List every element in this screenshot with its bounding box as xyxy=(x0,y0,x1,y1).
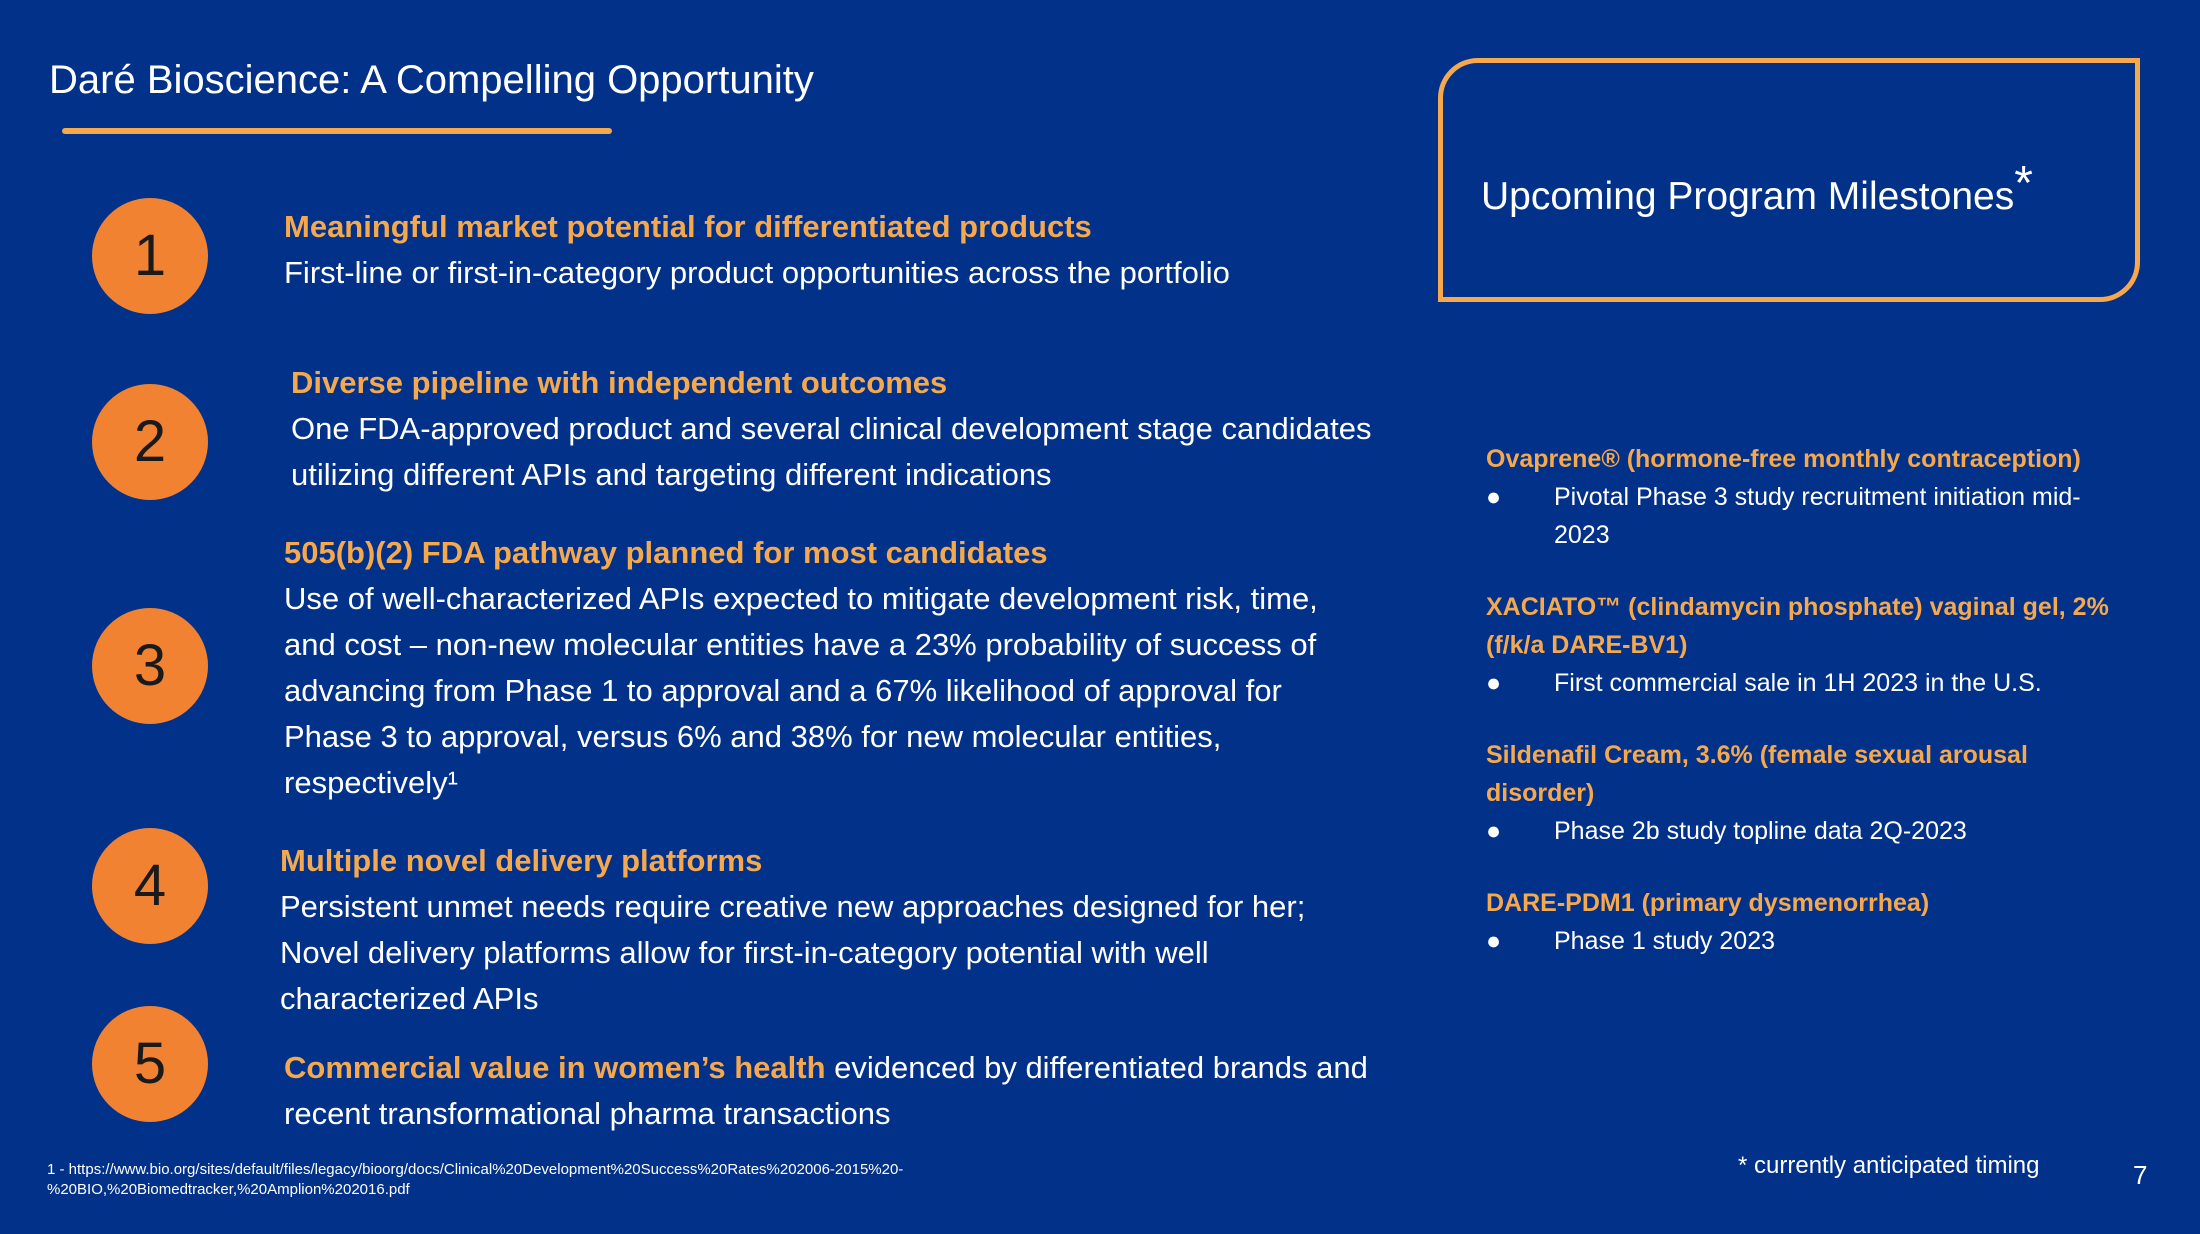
milestones-title xyxy=(1481,159,2033,222)
milestone-text: Phase 2b study topline data 2Q-2023 xyxy=(1554,817,1967,845)
bullet-icon: ● xyxy=(1486,483,1502,511)
milestone-heading: DARE-PDM1 (primary dysmenorrhea) xyxy=(1486,889,1930,917)
bullet-icon: ● xyxy=(1486,927,1502,955)
milestone-heading: Sildenafil Cream, 3.6% (female sexual arousal disorder) xyxy=(1486,741,2028,807)
point-5-line-2: recent transformational pharma transactions xyxy=(284,1096,891,1131)
milestone-item xyxy=(1486,884,2126,960)
point-2-heading: Diverse pipeline with independent outcomes xyxy=(291,365,948,400)
point-3-line-2: and cost – non-new molecular entities have a 23% probability of success of xyxy=(284,627,1317,662)
milestone-heading: Ovaprene® (hormone-free monthly contraception) xyxy=(1486,445,2081,473)
milestone-item xyxy=(1486,440,2126,554)
point-4 xyxy=(280,838,1305,1022)
point-1 xyxy=(284,204,1230,296)
point-4-heading: Multiple novel delivery platforms xyxy=(280,843,763,878)
milestone-heading: XACIATO™ (clindamycin phosphate) vaginal gel, 2% (f/k/a DARE-BV1) xyxy=(1486,593,2109,659)
bullet-icon: ● xyxy=(1486,817,1502,845)
milestones-title-asterisk: * xyxy=(2014,157,2033,210)
point-3-line-5: respectively¹ xyxy=(284,765,458,800)
point-3-line-3: advancing from Phase 1 to approval and a 67% likelihood of approval for xyxy=(284,673,1282,708)
point-1-heading: Meaningful market potential for differentiated products xyxy=(284,209,1092,244)
number-circle-3: 3 xyxy=(92,608,208,724)
number-circle-5: 5 xyxy=(92,1006,208,1122)
point-5 xyxy=(284,1045,1368,1137)
point-2-line-2: utilizing different APIs and targeting different indications xyxy=(291,457,1052,492)
point-5-heading: Commercial value in women’s health xyxy=(284,1050,826,1085)
milestone-bullet-row xyxy=(1486,812,2126,850)
point-5-line-1 xyxy=(284,1045,1368,1091)
bullet-icon: ● xyxy=(1486,669,1502,697)
number-circle-4: 4 xyxy=(92,828,208,944)
milestone-item xyxy=(1486,736,2126,850)
milestone-text: Pivotal Phase 3 study recruitment initiation mid-2023 xyxy=(1554,483,2081,549)
point-3-line-4: Phase 3 to approval, versus 6% and 38% for new molecular entities, xyxy=(284,719,1222,754)
point-4-line-3: characterized APIs xyxy=(280,981,539,1016)
slide-title: Daré Bioscience: A Compelling Opportunity xyxy=(49,58,814,102)
footnote xyxy=(47,1160,903,1200)
timing-note: * currently anticipated timing xyxy=(1738,1152,2040,1179)
number-circle-1: 1 xyxy=(92,198,208,314)
milestone-text: First commercial sale in 1H 2023 in the U.S. xyxy=(1554,669,2042,697)
point-1-line-1: First-line or first-in-category product opportunities across the portfolio xyxy=(284,255,1230,290)
milestone-bullet-row xyxy=(1486,922,2126,960)
point-2 xyxy=(291,360,1371,498)
point-4-line-2: Novel delivery platforms allow for first-in-category potential with well xyxy=(280,935,1209,970)
milestone-text: Phase 1 study 2023 xyxy=(1554,927,1775,955)
milestones-title-text: Upcoming Program Milestones xyxy=(1481,175,2015,218)
page-number: 7 xyxy=(2133,1160,2148,1190)
point-5-inline-rest: evidenced by differentiated brands and xyxy=(825,1050,1368,1085)
point-4-line-1: Persistent unmet needs require creative new approaches designed for her; xyxy=(280,889,1306,924)
footnote-line-2: %20BIO,%20Biomedtracker,%20Amplion%202016.pdf xyxy=(47,1181,410,1198)
milestones-list xyxy=(1486,440,2126,994)
point-3 xyxy=(284,530,1318,806)
title-underline xyxy=(62,128,612,134)
point-2-line-1: One FDA-approved product and several clinical development stage candidates xyxy=(291,411,1372,446)
point-3-line-1: Use of well-characterized APIs expected to mitigate development risk, time, xyxy=(284,581,1318,616)
milestone-bullet-row xyxy=(1486,664,2126,702)
number-circle-2: 2 xyxy=(92,384,208,500)
milestones-title-box xyxy=(1438,58,2140,302)
milestone-item xyxy=(1486,588,2126,702)
footnote-line-1: 1 - https://www.bio.org/sites/default/files/legacy/bioorg/docs/Clinical%20Development%20Success%20Rates%202006-2015%20- xyxy=(47,1161,904,1178)
point-3-heading: 505(b)(2) FDA pathway planned for most candidates xyxy=(284,535,1048,570)
milestone-bullet-row xyxy=(1486,478,2126,554)
